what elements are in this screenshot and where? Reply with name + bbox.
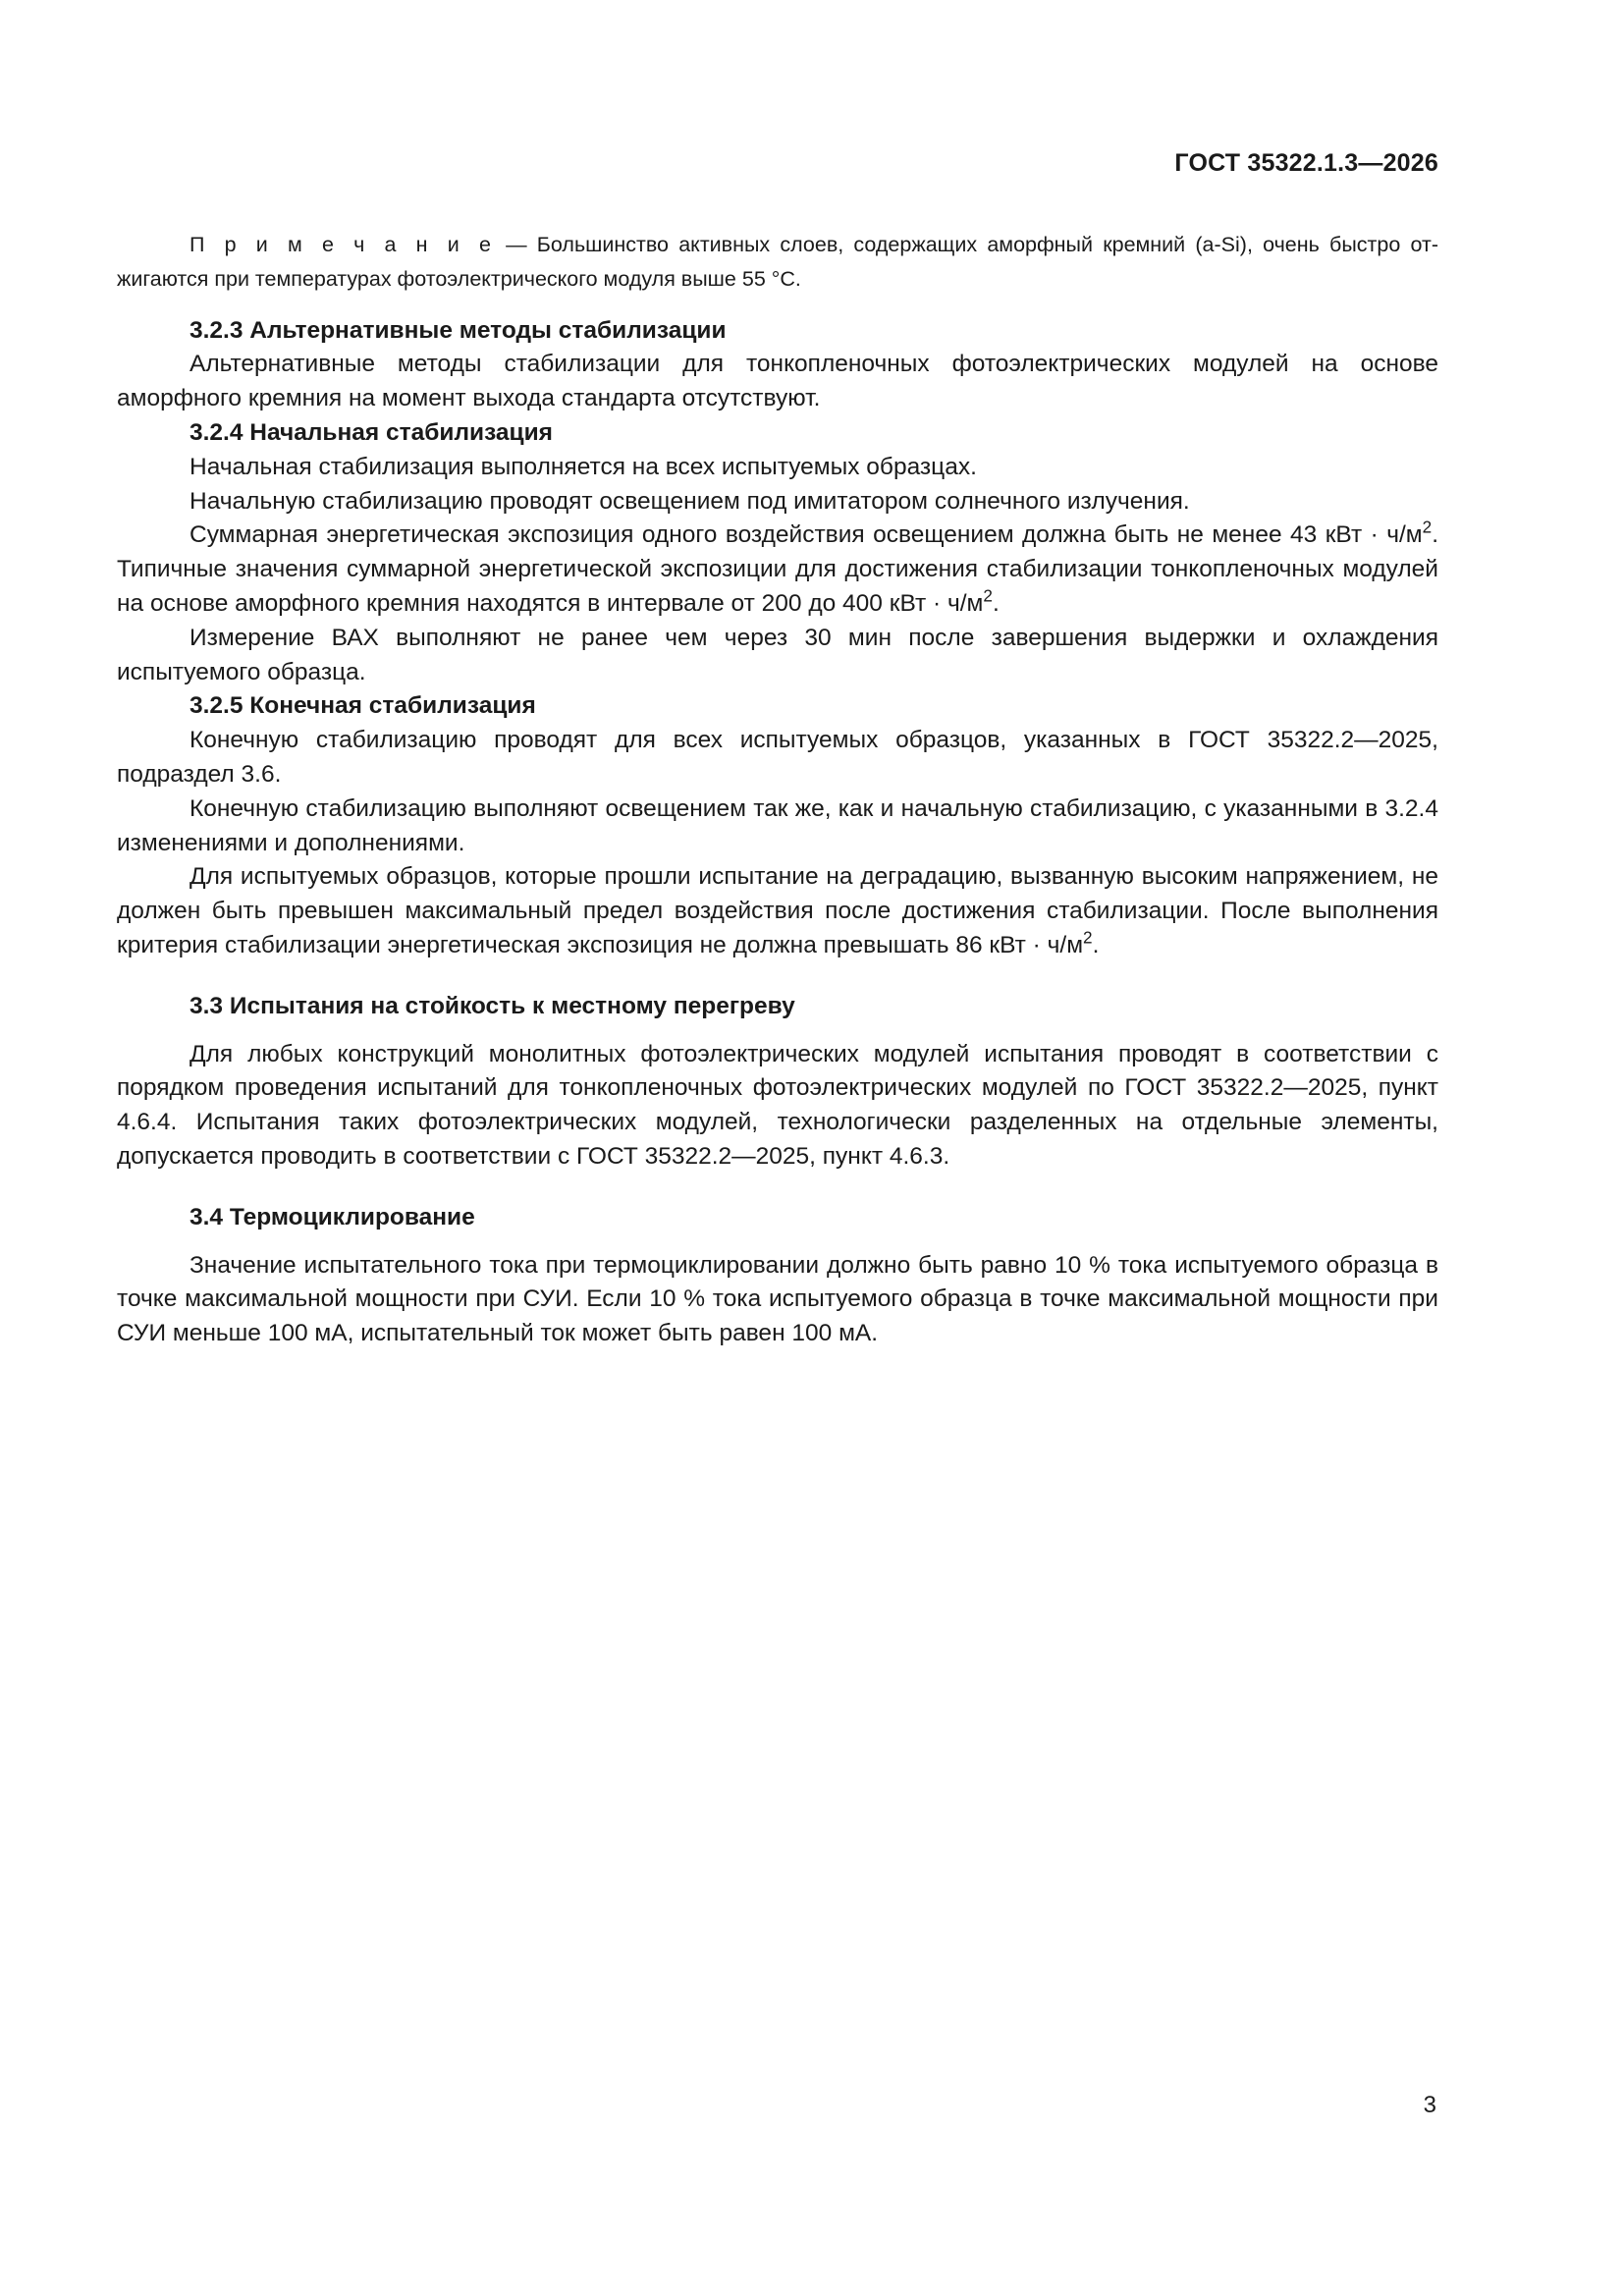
heading-3-2-4: 3.2.4 Начальная стабилизация [189,418,553,446]
heading-3-4: 3.4 Термоциклирование [189,1203,475,1230]
page-number: 3 [1423,2092,1436,2118]
paragraph-3-2-5-3-part-a: Для испытуемых образцов, которые прошли испытание на деградацию, вызванную высоким напряжением, не должен быть превышен максимальный предел воздействия после достижения стабилизации. После выполнения критерия стабилизации энергетическая экспозиция не должна превышать 86 кВт · ч/м [117,863,1438,958]
paragraph-3-2-4-3-part-a: Суммарная энергетическая экспозиция одного воздействия освещением должна быть не менее 43 кВт · ч/м [189,521,1423,549]
page-body [117,228,1438,1351]
paragraph-3-2-5-3-part-b: . [1092,931,1100,958]
paragraph-3-2-4-1: Начальная стабилизация выполняется на всех испытуемых образцах. [189,453,977,480]
superscript-squared: 2 [1083,927,1093,948]
superscript-squared: 2 [1422,517,1433,537]
paragraph-3-2-5-2: Конечную стабилизацию выполняют освещением так же, как и начальную стабилизацию, с указанными в 3.2.4 изменениями и дополнениями. [117,794,1438,856]
document-header: ГОСТ 35322.1.3—2026 [1174,149,1438,177]
paragraph-3-2-5-3 [117,860,1438,962]
superscript-squared: 2 [983,585,993,606]
heading-3-3: 3.3 Испытания на стойкость к местному перегреву [189,992,795,1019]
note-paragraph [117,228,1438,297]
paragraph-3-2-4-3-part-b: . Типичные значения суммарной энергетической экспозиции для достижения стабилизации тонкопленочных модулей на основе аморфного кремния находятся в интервале от 200 до 400 кВт · ч/м [117,521,1438,617]
paragraph-3-2-4-2: Начальную стабилизацию проводят освещением под имитатором солнечного излучения. [189,487,1190,515]
heading-3-2-3: 3.2.3 Альтернативные методы стабилизации [189,316,727,344]
paragraph-3-2-5-1: Конечную стабилизацию проводят для всех испытуемых образцов, указанных в ГОСТ 35322.2—2025, подраздел 3.6. [117,727,1438,788]
paragraph-3-2-3-1: Альтернативные методы стабилизации для тонкопленочных фотоэлектрических модулей на основе аморфного кремния на момент выхода стандарта отсутствуют. [117,351,1438,412]
paragraph-3-3-1: Для любых конструкций монолитных фотоэлектрических модулей испытания проводят в соответствии с порядком проведения испытаний для тонкопленочных фотоэлектрических модулей по ГОСТ 35322.2—2025, пункт 4.6.4. Испытания таких фотоэлектрических модулей, технологически разделенных на отдельные элементы, допускается проводить в соответствии с ГОСТ 35322.2—2025, пункт 4.6.3. [117,1040,1438,1170]
heading-3-2-5: 3.2.5 Конечная стабилизация [189,692,536,720]
paragraph-3-2-4-4: Измерение ВАХ выполняют не ранее чем через 30 мин после завершения выдержки и охлаждения испытуемого образца. [117,624,1438,685]
paragraph-3-4-1: Значение испытательного тока при термоциклировании должно быть равно 10 % тока испытуемого образца в точке максимальной мощности при СУИ. Если 10 % тока испытуемого образца в точке максимальной мощности при СУИ меньше 100 мА, испытательный ток может быть равен 100 мА. [117,1251,1438,1347]
note-text: — Большинство активных слоев, содержащих аморфный кремний (a-Si), очень быстро отжигаются при температурах фотоэлектрического модуля выше 55 °С. [117,233,1439,291]
note-label: П р и м е ч а н и е [189,233,496,256]
paragraph-3-2-4-3 [117,519,1438,621]
paragraph-3-2-4-3-part-c: . [992,589,1000,617]
